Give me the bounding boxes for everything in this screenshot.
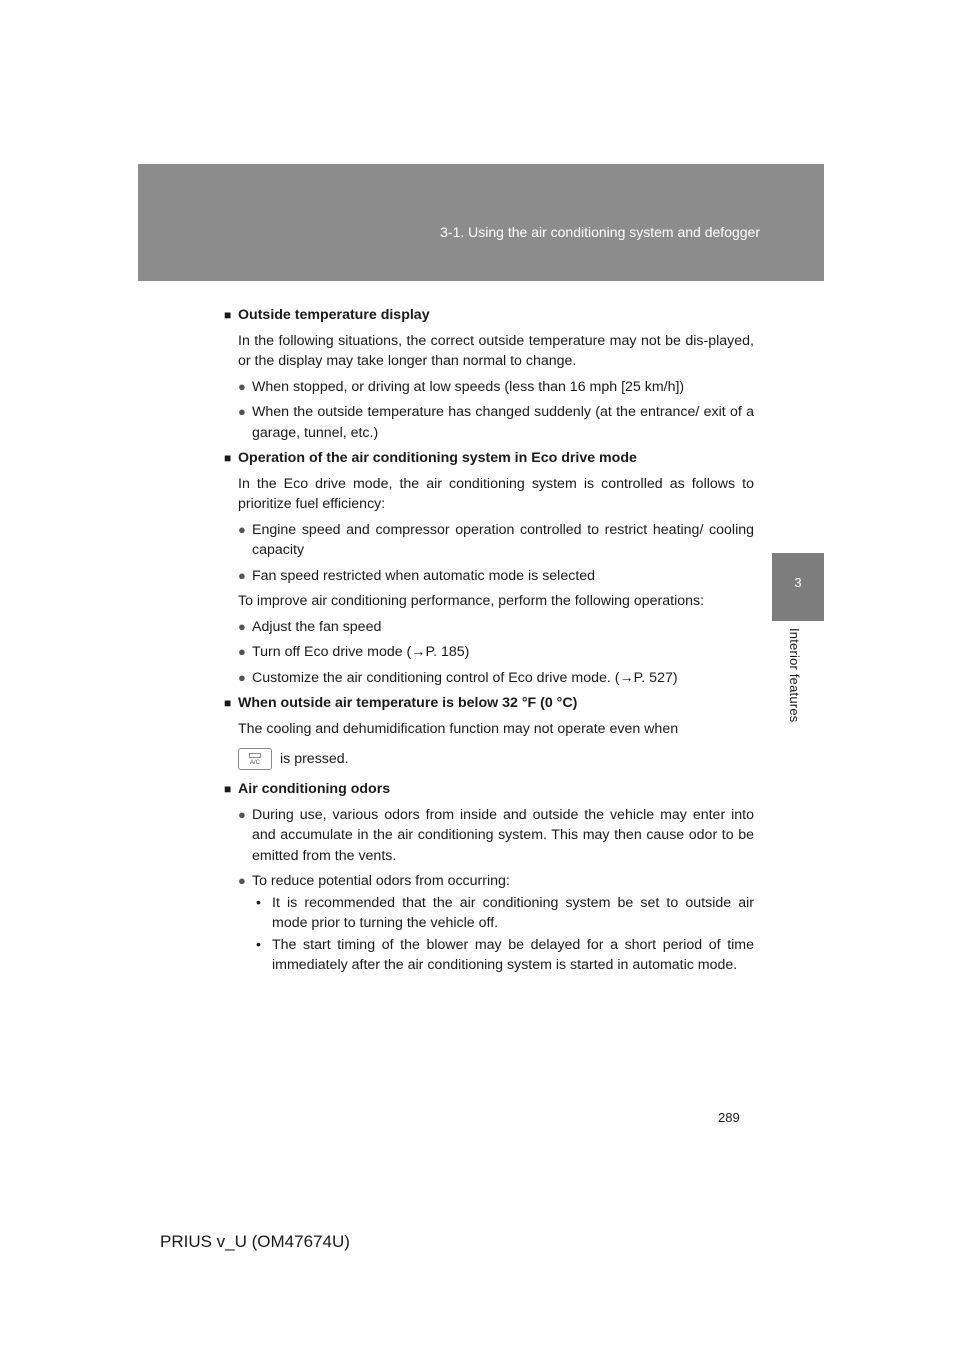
sub-bullet-icon: •: [256, 894, 261, 911]
paragraph: The cooling and dehumidification function may not operate even when: [238, 720, 679, 737]
list-item: ● Adjust the fan speed: [238, 617, 754, 638]
bullet-dot-icon: ●: [238, 404, 246, 419]
list-item: ● When stopped, or driving at low speeds (less than 16 mph [25 km/h]): [238, 377, 754, 398]
bullet-dot-icon: ●: [238, 806, 246, 822]
section-heading: ■ Operation of the air conditioning system in Eco drive mode: [224, 448, 754, 469]
sub-bullet-icon: •: [256, 936, 261, 953]
page-content: [224, 305, 754, 976]
section-title: 3-1. Using the air conditioning system and defogger: [440, 224, 760, 240]
list-item: ● Fan speed restricted when automatic mode is selected: [238, 566, 754, 587]
list-item: ● To reduce potential odors from occurring:: [238, 871, 754, 892]
page-number: 289: [718, 1110, 740, 1125]
list-item: ● Customize the air conditioning control of Eco drive mode. (→P. 527): [238, 668, 754, 689]
bullet-dot-icon: ●: [238, 378, 246, 394]
heading-square-icon: ■: [224, 308, 232, 322]
indicator-light-icon: [249, 753, 261, 758]
chapter-label: Interior features: [787, 628, 802, 723]
heading-square-icon: ■: [224, 696, 232, 710]
ac-button-label: A/C: [249, 759, 260, 766]
heading-square-icon: ■: [224, 782, 232, 796]
bullet-dot-icon: ●: [238, 873, 246, 888]
header-bar: [138, 164, 824, 281]
section-heading: ■ Outside temperature display: [224, 305, 754, 326]
section-heading: ■ Air conditioning odors: [224, 779, 754, 800]
chapter-tab: [772, 553, 824, 621]
bullet-dot-icon: ●: [238, 644, 246, 659]
sub-list-item: • The start timing of the blower may be delayed for a short period of time immediately after the air conditioning system is started in automatic mode.: [256, 935, 754, 976]
list-item: ● Engine speed and compressor operation controlled to restrict heating/ cooling capacity: [238, 520, 754, 561]
footer-model: PRIUS v_U (OM47674U): [160, 1232, 350, 1251]
list-item: ● During use, various odors from inside and outside the vehicle may enter into and accumulate in the air conditioning system. This may then cause odor to be emitted from the vents.: [238, 805, 754, 867]
list-item: ● Turn off Eco drive mode (→P. 185): [238, 642, 754, 663]
paragraph: In the following situations, the correct outside temperature may not be dis-played, or the display may take longer than normal to change.: [238, 332, 754, 369]
heading-square-icon: ■: [224, 451, 232, 465]
paragraph: In the Eco drive mode, the air conditioning system is controlled as follows to prioritize fuel efficiency:: [238, 475, 754, 512]
paragraph: To improve air conditioning performance, perform the following operations:: [238, 593, 705, 609]
bullet-dot-icon: ●: [238, 669, 246, 685]
sub-list-item: • It is recommended that the air conditioning system be set to outside air mode prior to turning the vehicle off.: [256, 893, 754, 934]
bullet-dot-icon: ●: [238, 618, 246, 634]
ac-button-line: A/C is pressed.: [238, 744, 754, 774]
ac-button-icon: [238, 748, 272, 770]
chapter-number: 3: [794, 575, 802, 590]
bullet-dot-icon: ●: [238, 567, 246, 583]
bullet-dot-icon: ●: [238, 521, 246, 537]
list-item: ● When the outside temperature has changed suddenly (at the entrance/ exit of a garage, tunnel, etc.): [238, 402, 754, 443]
section-heading: ■ When outside air temperature is below 32 °F (0 °C): [224, 693, 754, 714]
